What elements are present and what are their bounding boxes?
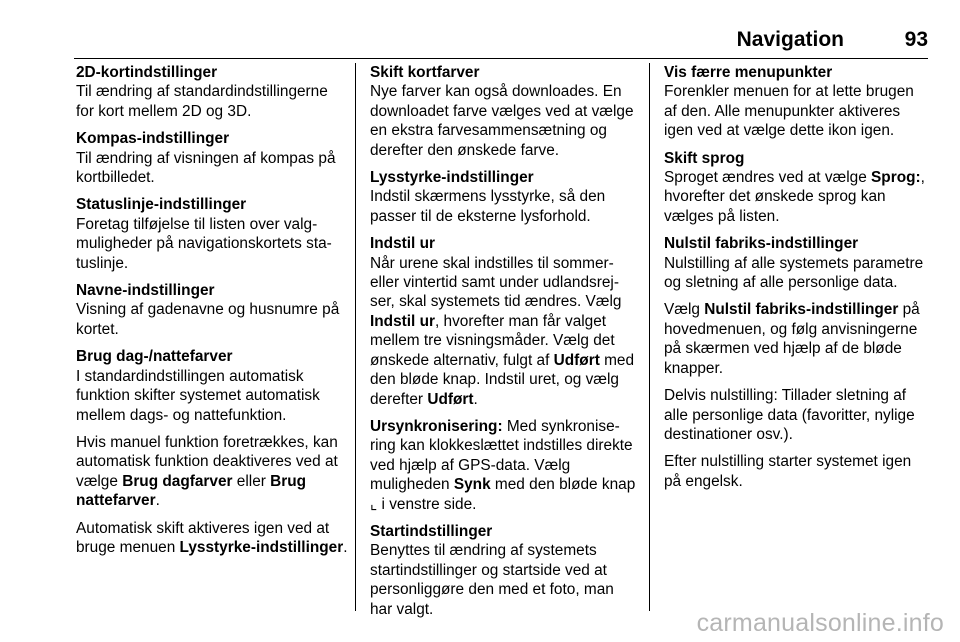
menu-term: Synk bbox=[453, 476, 491, 494]
footer-watermark: carmanualsonline.info bbox=[696, 609, 944, 637]
column-right bbox=[664, 63, 929, 499]
section-paragraph: Vælg Nulstil fabriks-indstillinger på hovedmenuen, og følg anvisningerne på skærmen ved hjælp af de bløde knapper. bbox=[664, 301, 920, 377]
section-brightness-settings bbox=[370, 168, 638, 226]
section-text: Nulstilling af alle systemets parametre og sletning af alle personlige data. bbox=[664, 254, 924, 292]
section-day-night-colors bbox=[76, 347, 348, 557]
page-header bbox=[74, 26, 928, 59]
menu-term: Ursynkronisering: bbox=[370, 417, 503, 435]
menu-term: Nulstil fabriks-indstillinger bbox=[704, 301, 899, 319]
section-heading: Vis færre menupunkter bbox=[664, 64, 833, 81]
column-left bbox=[76, 63, 348, 565]
section-text: Sproget ændres ved at vælge Sprog:, hvorefter det ønskede sprog kan vælges på listen. bbox=[664, 169, 925, 225]
section-text: Foretag tilføjelse til listen over valgmuligheder på navigationskortets statuslinje. bbox=[76, 215, 332, 272]
section-fewer-menu-items bbox=[664, 63, 929, 141]
section-2d-map-settings bbox=[76, 63, 348, 121]
section-change-language bbox=[664, 149, 929, 227]
section-factory-reset bbox=[664, 234, 929, 491]
section-paragraph: Efter nulstilling starter systemet igen på engelsk. bbox=[664, 453, 912, 490]
menu-term: Sprog: bbox=[871, 169, 921, 187]
section-heading: Lysstyrke-indstillinger bbox=[370, 169, 534, 187]
section-paragraph: Når urene skal indstilles til sommer- eller vintertid samt under udlandsrejser, skal systemets tid ændres. Vælg Indstil ur, hvorefter man får valget mellem tre visningsmåder. Vælg det ønskede alternativ, fulgt af Udført med den bløde knap. Indstil uret, og vælg derefter Udført. bbox=[370, 254, 635, 408]
section-set-clock bbox=[370, 234, 638, 514]
section-paragraph: Delvis nulstilling: Tillader sletning af alle personlige data (favoritter, nylige destinationer osv.). bbox=[664, 387, 915, 443]
section-heading: Skift sprog bbox=[664, 149, 745, 167]
menu-term: Udført bbox=[427, 390, 474, 408]
section-text: Indstil skærmens lysstyrke, så den passer til de eksterne lysforhold. bbox=[370, 188, 606, 225]
section-heading: Startindstillinger bbox=[370, 522, 493, 540]
soft-key-icon: ⌞ bbox=[370, 495, 378, 513]
section-heading: Indstil ur bbox=[370, 235, 435, 253]
section-heading: Statuslinje-indstillinger bbox=[76, 196, 247, 214]
section-text: Forenkler menuen for at lette brugen af den. Alle menupunkter aktiveres igen ved at vælge dette ikon igen. bbox=[664, 83, 914, 140]
column-divider bbox=[649, 63, 650, 611]
section-heading: Skift kortfarver bbox=[370, 64, 480, 81]
section-paragraph: Ursynkronisering: Med synkronisering kan klokkeslættet indstilles direkte ved hjælp af GPS-data. Vælg muligheden Synk med den bløde knap ⌞ i venstre side. bbox=[370, 417, 636, 513]
section-paragraph: Hvis manuel funktion foretrækkes, kan automatisk funktion deaktiveres ved at vælge Brug dagfarver eller Brug nattefarver. bbox=[76, 433, 338, 510]
menu-term: Brug nattefarver bbox=[76, 472, 307, 510]
column-divider bbox=[355, 63, 356, 611]
section-map-colors bbox=[370, 63, 638, 160]
section-text: Til ændring af standardindstillingerne for kort mellem 2D og 3D. bbox=[76, 83, 328, 120]
section-text: Benyttes til ændring af systemets startindstillinger og startside ved at personliggøre den med et foto, man har valgt. bbox=[370, 542, 614, 618]
section-text: Nye farver kan også downloades. En downloadet farve vælges ved at vælge en ekstra farvesammensætning og derefter den ønskede farve. bbox=[370, 83, 634, 159]
column-middle bbox=[370, 63, 638, 627]
section-paragraph: Automatisk skift aktiveres igen ved at bruge menuen Lysstyrke-indstillinger. bbox=[76, 519, 348, 556]
section-statusbar-settings bbox=[76, 195, 348, 273]
section-compass-settings bbox=[76, 129, 348, 187]
section-heading: Kompas-indstillinger bbox=[76, 130, 230, 148]
page-title: Navigation bbox=[736, 28, 844, 51]
section-text: I standardindstillingen automatisk funktion skifter systemet automatisk mellem dags- og nattefunktion. bbox=[76, 367, 320, 424]
section-heading: Brug dag-/nattefarver bbox=[76, 348, 233, 366]
section-text: Til ændring af visningen af kompas på kortbilledet. bbox=[76, 149, 336, 187]
menu-term: Indstil ur bbox=[370, 312, 435, 330]
section-heading: 2D-kortindstillinger bbox=[76, 64, 218, 81]
section-start-settings bbox=[370, 522, 638, 619]
section-text: Visning af gadenavne og husnumre på kortet. bbox=[76, 301, 340, 338]
menu-term: Brug dagfarver bbox=[122, 472, 233, 490]
menu-term: Udført bbox=[553, 351, 600, 369]
page-number: 93 bbox=[904, 28, 928, 51]
section-name-settings bbox=[76, 281, 348, 339]
section-heading: Nulstil fabriks-indstillinger bbox=[664, 235, 859, 253]
section-heading: Navne-indstillinger bbox=[76, 282, 215, 300]
menu-term: Lysstyrke-indstillinger bbox=[179, 538, 344, 556]
